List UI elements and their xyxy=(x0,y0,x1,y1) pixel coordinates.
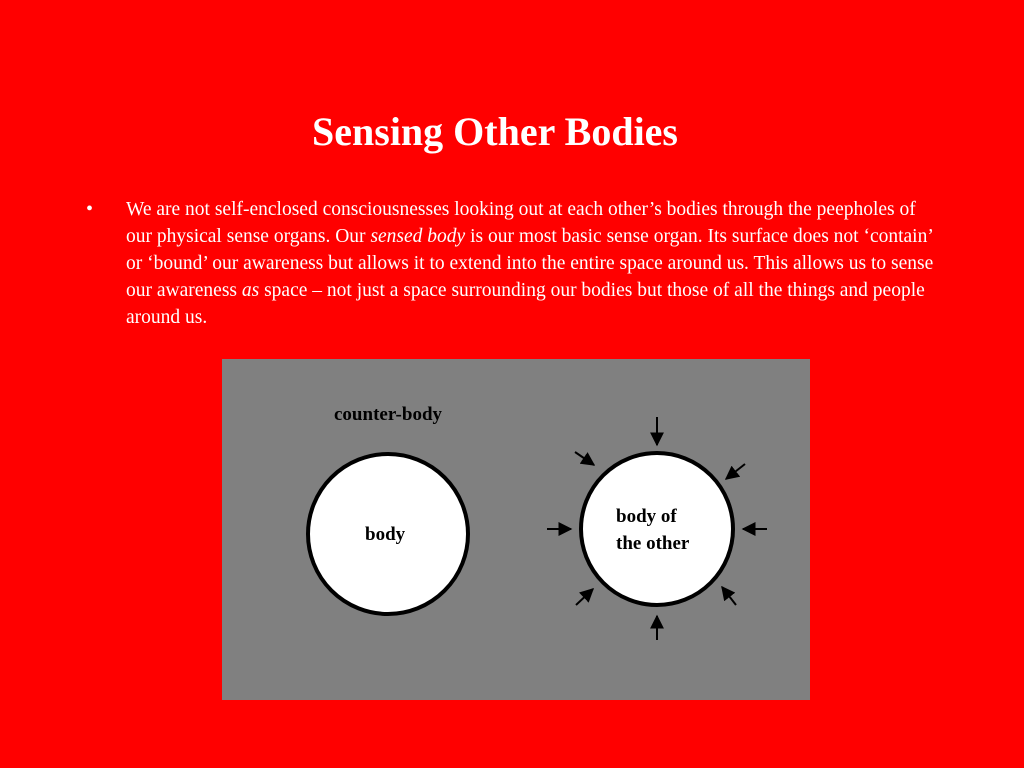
arrow-bottom-right xyxy=(722,587,736,605)
slide-title: Sensing Other Bodies xyxy=(312,109,678,154)
paragraph-text-2: is our most basic sense organ. Its surface does not ‘contain’ or ‘bound’ our awareness but allows it to extend into the entire space around us. This allows us to sense our awareness xyxy=(126,226,934,301)
arrow-top-right xyxy=(726,464,745,479)
other-body-label xyxy=(616,503,726,557)
paragraph-emphasis-sensed-body: sensed body xyxy=(370,226,466,247)
diagram-panel xyxy=(222,359,810,700)
arrow-top-left xyxy=(575,452,594,465)
bullet-paragraph xyxy=(126,196,946,331)
paragraph-text-3: space – not just a space surrounding our bodies but those of all the things and people around us. xyxy=(126,280,925,328)
arrow-bottom-left xyxy=(576,589,593,605)
paragraph-text-1: We are not self-enclosed consciousnesses looking out at each other’s bodies through the peepholes of our physical sense organs. Our xyxy=(126,199,916,247)
other-body-label-line1: body of xyxy=(616,506,677,527)
bullet-marker: • xyxy=(86,198,94,220)
other-body-label-line2: the other xyxy=(616,533,690,554)
body-label: body xyxy=(365,524,406,545)
paragraph-emphasis-as: as xyxy=(241,280,260,301)
counter-body-label: counter-body xyxy=(334,404,443,425)
